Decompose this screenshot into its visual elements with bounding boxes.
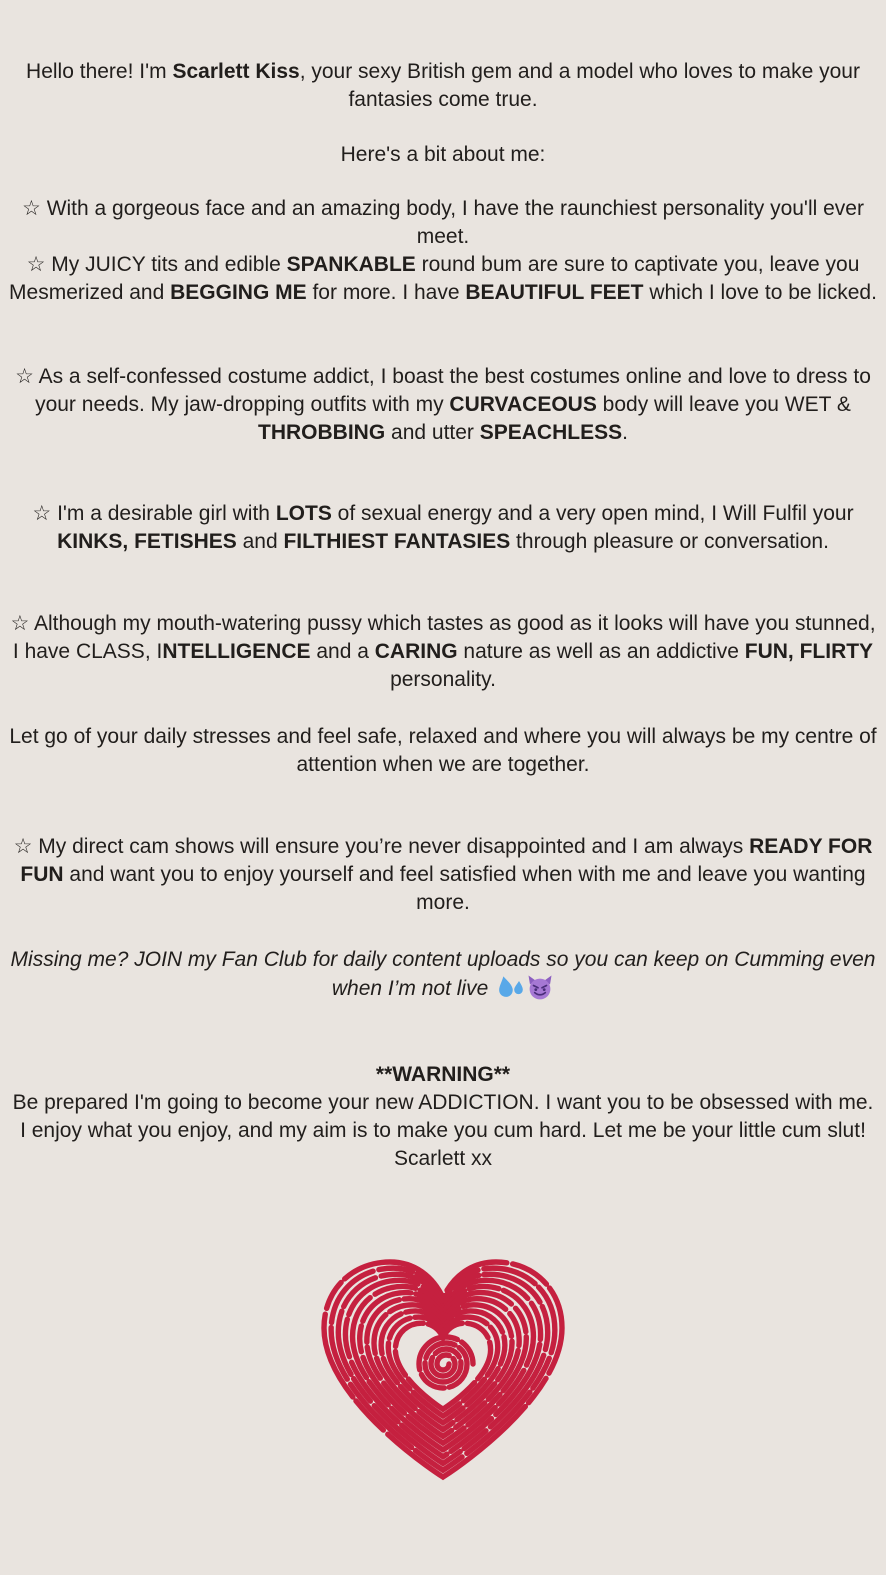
bullet-body: ☆ My JUICY tits and edible SPANKABLE round bum are sure to captivate you, leave you Mesmerized and BEGGING ME for more. I have BEAUTIFUL FEET which I love to be licked. bbox=[9, 253, 877, 304]
bullet-class: ☆ Although my mouth-watering pussy which tastes as good as it looks will have you stunned, I have CLASS, INTELLIGENCE and a CARING nature as well as an addictive FUN, FLIRTY personality. bbox=[10, 612, 876, 691]
bullet-personality: ☆ With a gorgeous face and an amazing body, I have the raunchiest personality you'll ever meet. bbox=[22, 197, 864, 248]
about-heading: Here's a bit about me: bbox=[340, 143, 546, 166]
fingerprint-heart-svg bbox=[300, 1237, 586, 1499]
signature: Scarlett xx bbox=[393, 1147, 493, 1170]
bullet-costume: ☆ As a self-confessed costume addict, I boast the best costumes online and love to dress to your needs. My jaw-dropping outfits with my CURVACEOUS body will leave you WET & THROBBING and utter SPEACHLESS. bbox=[15, 365, 871, 444]
intro-paragraph: Hello there! I'm Scarlett Kiss, your sexy British gem and a model who loves to make your fantasies come true. bbox=[26, 60, 860, 111]
smiling-devil-emoji bbox=[526, 974, 554, 1008]
bullet-energy: ☆ I'm a desirable girl with LOTS of sexual energy and a very open mind, I Will Fulfil your KINKS, FETISHES and FILTHIEST FANTASIES through pleasure or conversation. bbox=[32, 502, 854, 553]
fingerprint-heart-image bbox=[9, 1237, 877, 1507]
letgo-paragraph: Let go of your daily stresses and feel safe, relaxed and where you will always be my centre of attention when we are together. bbox=[9, 725, 877, 776]
bullet-cam: ☆ My direct cam shows will ensure you’re never disappointed and I am always READY FOR FUN and want you to enjoy yourself and feel satisfied when with me and leave you wanting more. bbox=[13, 835, 873, 914]
warning-body: Be prepared I'm going to become your new ADDICTION. I want you to be obsessed with me. I enjoy what you enjoy, and my aim is to make you cum hard. Let me be your little cum slut! bbox=[12, 1091, 874, 1142]
warning-title: **WARNING** bbox=[375, 1063, 511, 1086]
bio-page bbox=[9, 0, 877, 1507]
fanclub-note bbox=[9, 946, 877, 1008]
sweat-droplets-emoji bbox=[496, 974, 524, 1008]
fanclub-text: Missing me? JOIN my Fan Club for daily content uploads so you can keep on Cumming even when I’m not live bbox=[10, 948, 876, 1000]
